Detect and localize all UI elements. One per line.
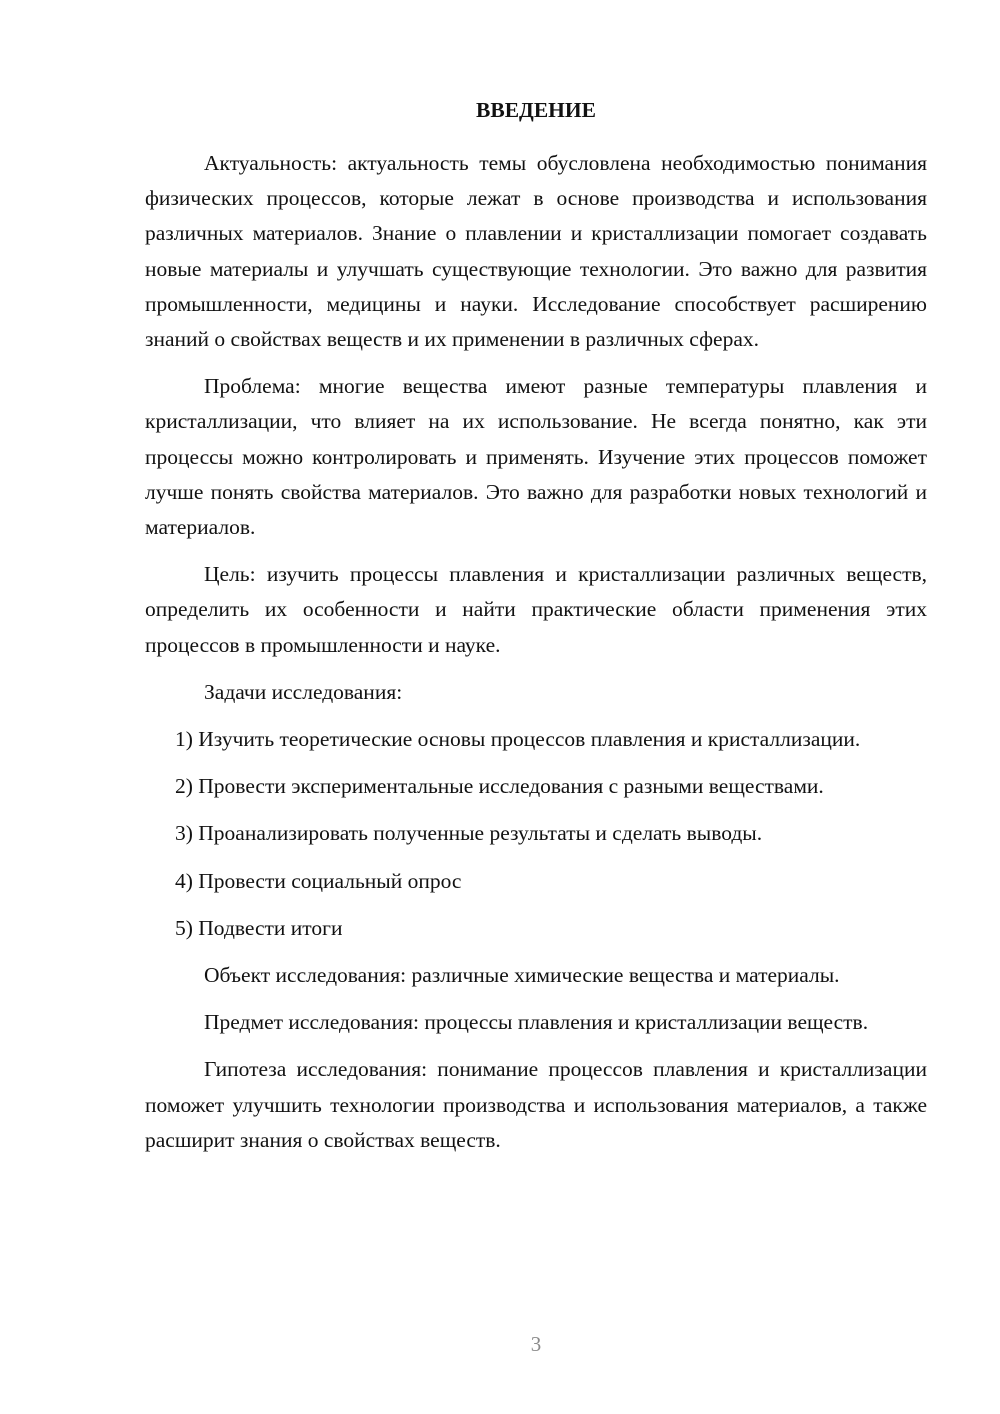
task-item: 1) Изучить теоретические основы процессов плавления и кристаллизации. xyxy=(175,727,861,752)
task-item: 2) Провести экспериментальные исследования с разными веществами. xyxy=(175,774,824,799)
tasks-list xyxy=(145,722,927,946)
problem-paragraph: Проблема: многие вещества имеют разные температуры плавления и кристаллизации, что влияет на их использование. Не всегда понятно, как эти процессы можно контролировать и применять. Изучение этих процессов поможет лучше понять свойства материалов. Это важно для разработки новых технологий и материалов. xyxy=(145,374,927,540)
subject-paragraph: Предмет исследования: процессы плавления и кристаллизации веществ. xyxy=(204,1010,869,1035)
tasks-title: Задачи исследования: xyxy=(204,679,403,704)
relevance-paragraph: Актуальность: актуальность темы обусловлена необходимостью понимания физических процессов, которые лежат в основе производства и использования различных материалов. Знание о плавлении и кристаллизации помогает создавать новые материалы и улучшать существующие технологии. Это важно для развития промышленности, медицины и науки. Исследование способствует расширению знаний о свойствах веществ и их применении в различных сферах. xyxy=(145,151,927,352)
page-number: 3 xyxy=(530,1332,542,1356)
task-item: 3) Проанализировать полученные результаты и сделать выводы. xyxy=(175,821,763,846)
goal-paragraph: Цель: изучить процессы плавления и кристаллизации различных веществ, определить их особенности и найти практические области применения этих процессов в промышленности и науке. xyxy=(145,562,927,657)
task-item: 4) Провести социальный опрос xyxy=(175,868,462,893)
task-item: 5) Подвести итоги xyxy=(175,915,343,940)
object-paragraph: Объект исследования: различные химические вещества и материалы. xyxy=(204,963,840,988)
hypothesis-paragraph: Гипотеза исследования: понимание процессов плавления и кристаллизации поможет улучшить технологии производства и использования материалов, а также расширит знания о свойствах веществ. xyxy=(145,1057,927,1152)
page-content xyxy=(145,93,927,1158)
section-heading: ВВЕДЕНИЕ xyxy=(476,98,596,122)
